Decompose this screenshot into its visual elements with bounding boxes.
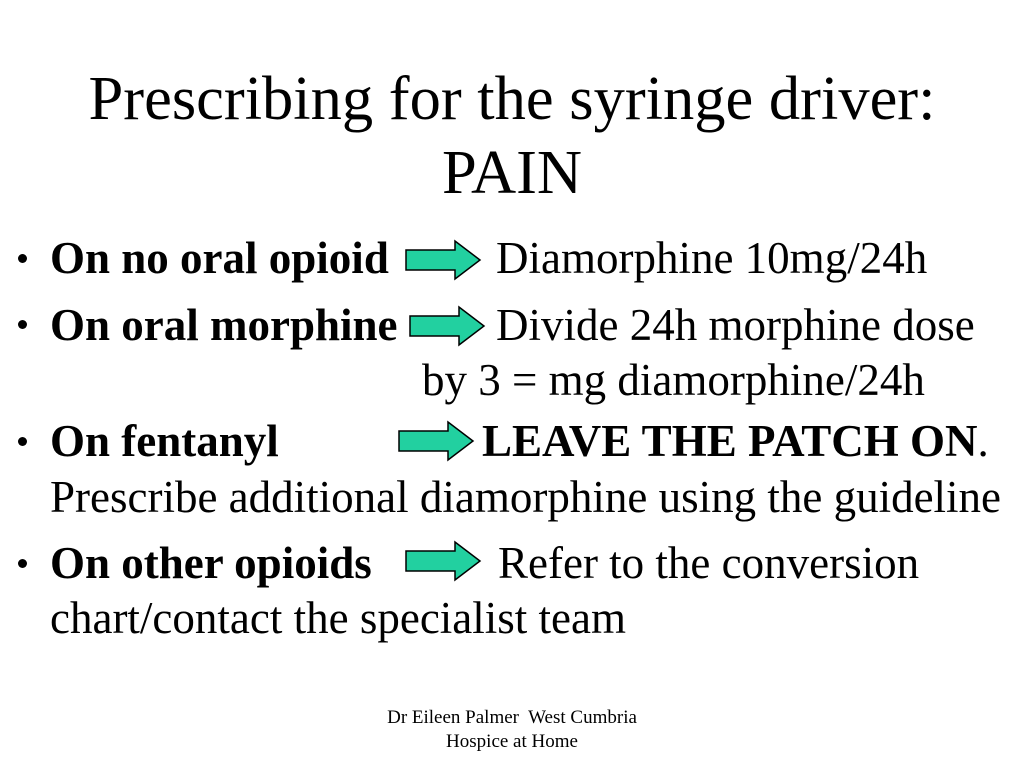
bullet-condition: On other opioids — [50, 538, 372, 588]
right-arrow-icon — [398, 421, 474, 461]
bullet-condition: On no oral opioid — [50, 233, 389, 283]
bullet-action-line — [482, 414, 989, 468]
bullet-condition: On fentanyl — [50, 416, 279, 466]
slide-title — [0, 61, 1024, 209]
right-arrow-icon — [405, 541, 481, 581]
bullet-dot — [18, 254, 27, 263]
bullet-dot — [18, 320, 27, 329]
bullet-action-continued: chart/contact the specialist team — [50, 593, 626, 643]
bullet-dot — [18, 559, 27, 568]
bullet-action-continued: Prescribe additional diamorphine using the guideline — [50, 472, 1002, 522]
slide-footer — [0, 706, 1024, 754]
slide-title-line-2: PAIN — [441, 137, 583, 207]
bullet-action-continued: by 3 = mg diamorphine/24h — [422, 355, 925, 405]
bullet-dot — [18, 437, 27, 446]
footer-author: Dr Eileen Palmer West Cumbria — [387, 707, 637, 728]
bullet-action: LEAVE THE PATCH ON — [482, 416, 978, 466]
bullet-action: Refer to the conversion — [498, 538, 920, 588]
bullet-action: Divide 24h morphine dose — [496, 300, 975, 350]
footer-organization: Hospice at Home — [446, 731, 578, 752]
bullet-condition: On oral morphine — [50, 300, 398, 350]
right-arrow-icon — [409, 306, 485, 346]
right-arrow-icon — [405, 240, 481, 280]
bullet-action-suffix: . — [977, 416, 989, 466]
bullet-action: Diamorphine 10mg/24h — [496, 233, 928, 283]
slide-title-line-1: Prescribing for the syringe driver: — [88, 63, 936, 133]
